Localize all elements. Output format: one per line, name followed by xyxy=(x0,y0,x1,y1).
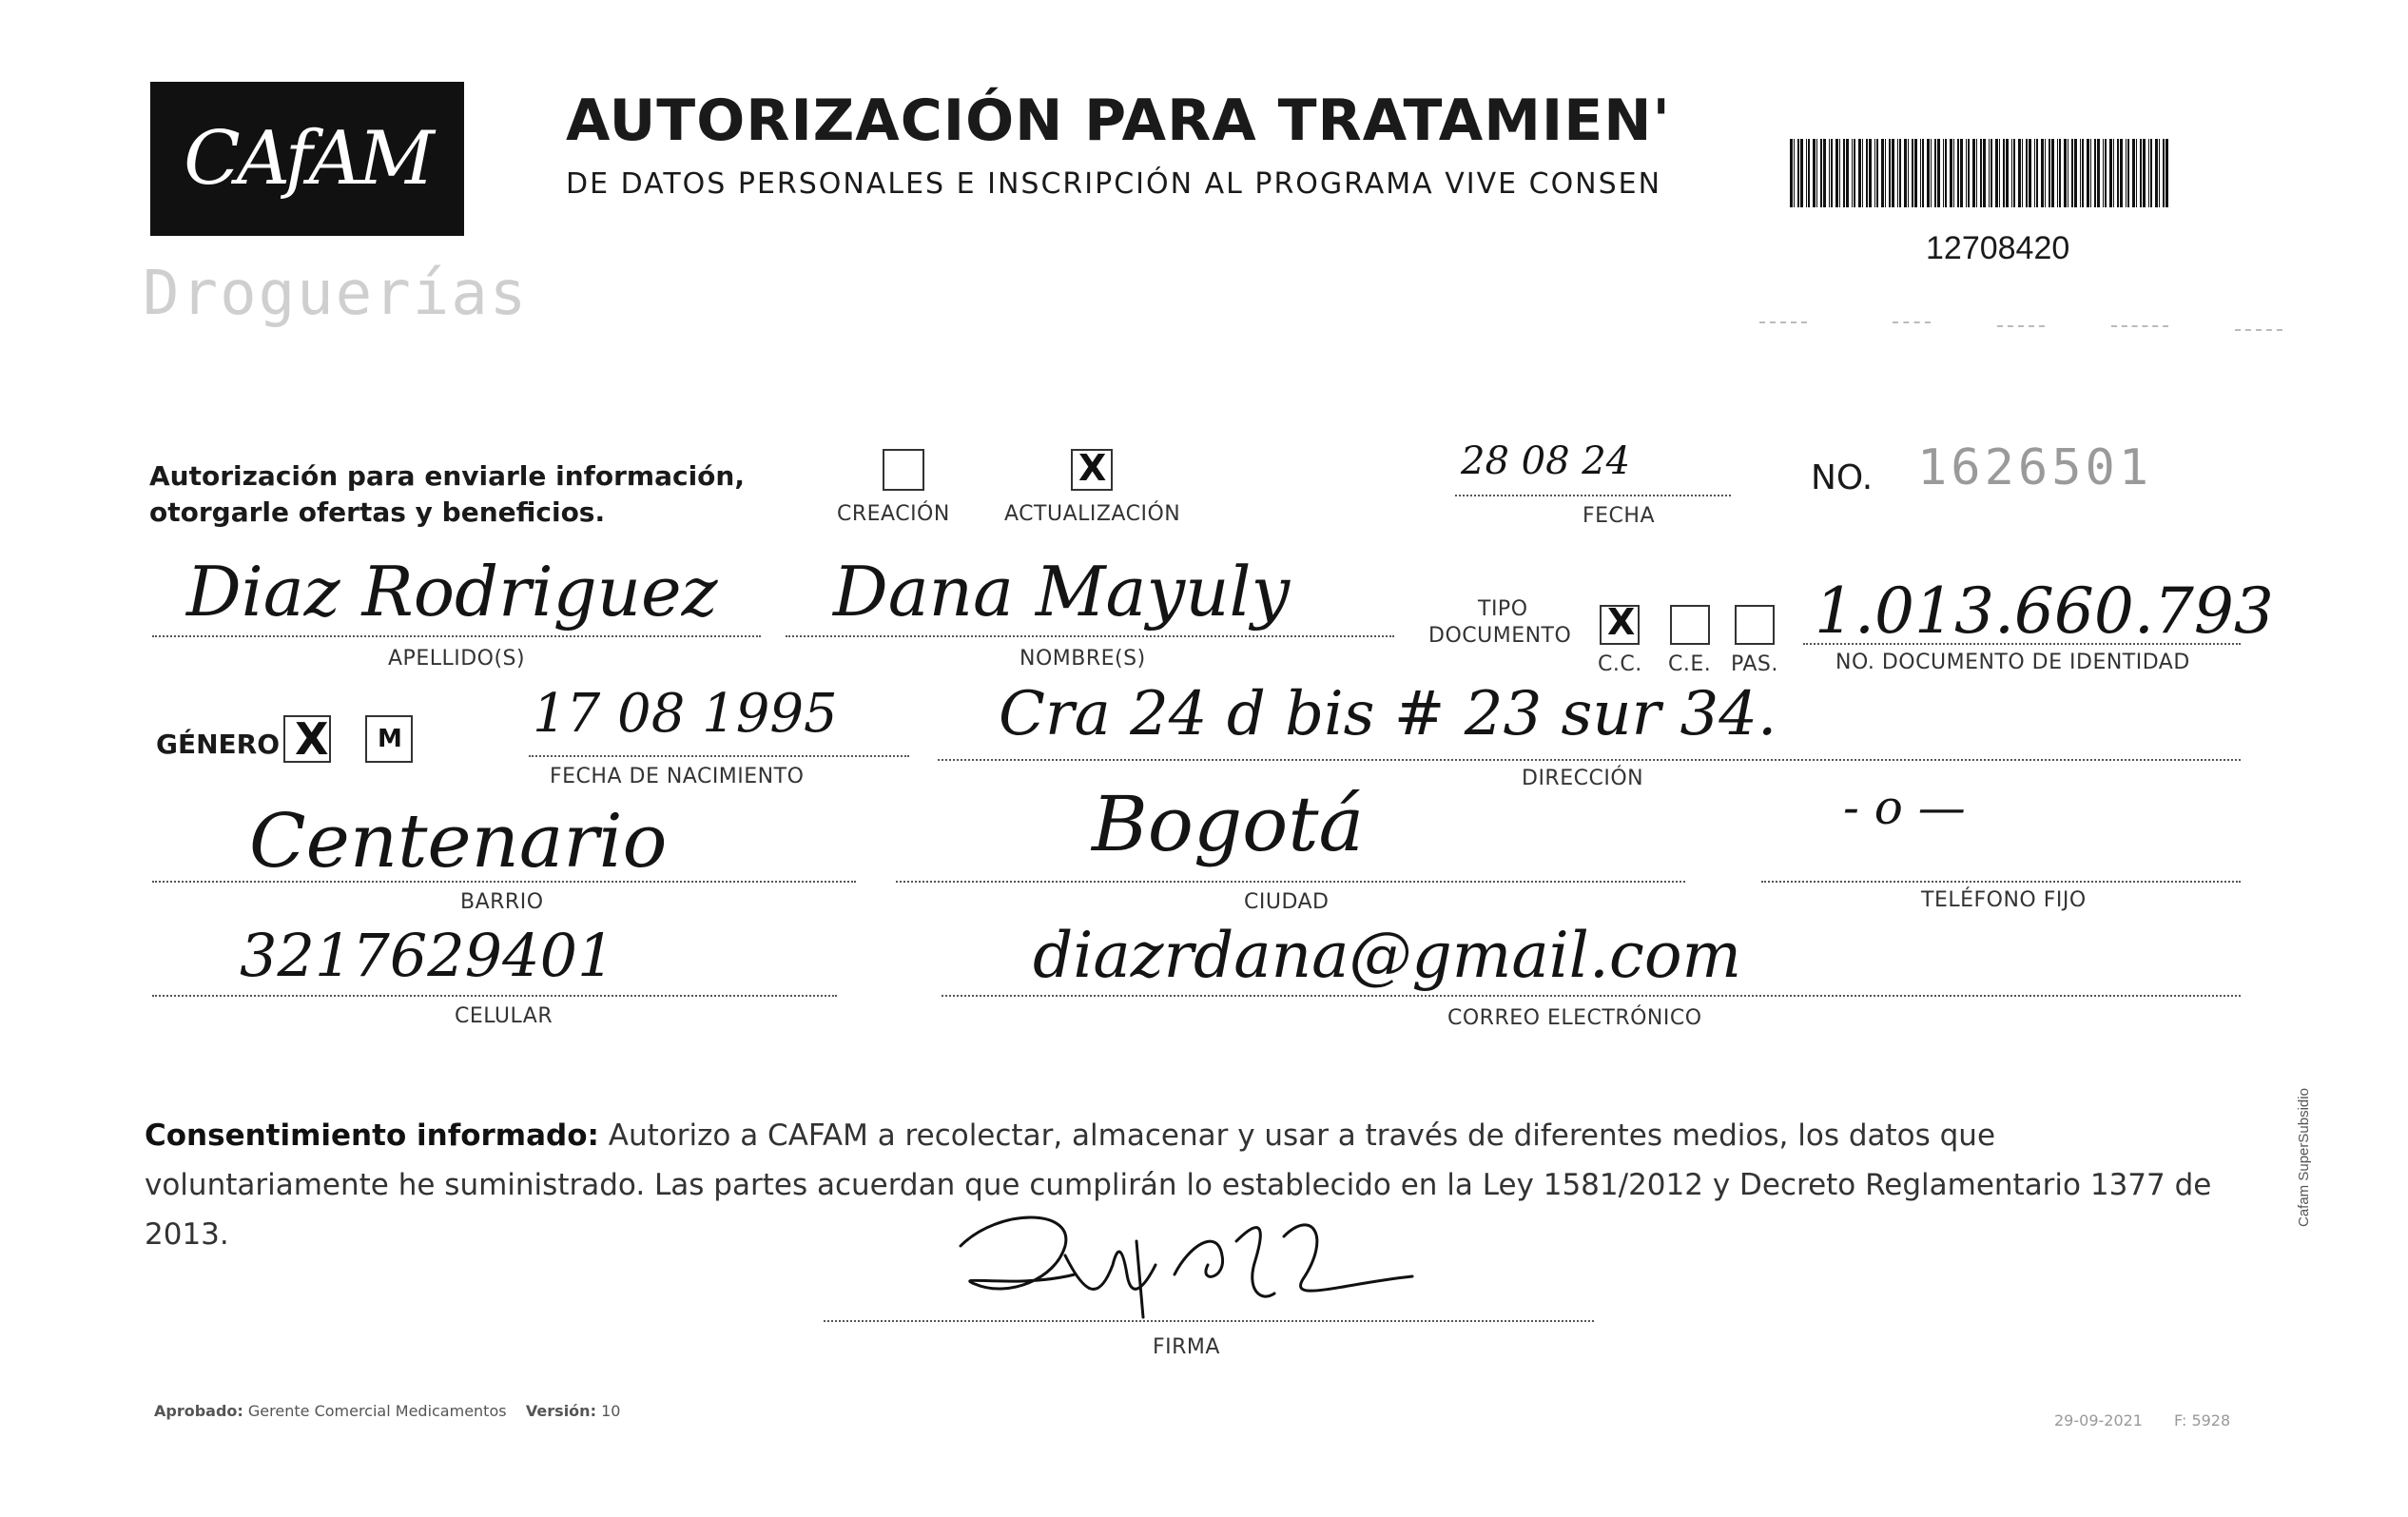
direccion-label: DIRECCIÓN xyxy=(1522,767,1644,790)
correo-label: CORREO ELECTRÓNICO xyxy=(1447,1006,1702,1030)
telefono-label: TELÉFONO FIJO xyxy=(1921,888,2087,912)
firma-label: FIRMA xyxy=(1153,1335,1220,1359)
actualizacion-mark: X xyxy=(1078,447,1107,489)
cafam-logo xyxy=(150,82,464,236)
logo-subtitle: Droguerías xyxy=(143,259,529,329)
celular-label: CELULAR xyxy=(455,1004,553,1028)
barcode xyxy=(1790,139,2172,207)
nacimiento-value[interactable]: 17 08 1995 xyxy=(533,683,838,745)
form-title: AUTORIZACIÓN PARA TRATAMIEN' xyxy=(566,88,1671,154)
creacion-label: CREACIÓN xyxy=(837,502,950,526)
actualizacion-label: ACTUALIZACIÓN xyxy=(1004,502,1181,526)
signature-image xyxy=(932,1189,1446,1332)
cc-mark: X xyxy=(1607,601,1636,643)
tipo-label: TIPO xyxy=(1478,597,1528,621)
pas-checkbox[interactable] xyxy=(1735,605,1775,645)
genero-f-checkbox[interactable] xyxy=(283,715,331,763)
correo-value[interactable]: diazrdana@gmail.com xyxy=(1033,919,1742,992)
apellidos-label: APELLIDO(S) xyxy=(388,647,526,671)
nacimiento-label: FECHA DE NACIMIENTO xyxy=(550,765,805,788)
side-brand-text: Cafam SuperSubsidio xyxy=(2296,1088,2312,1227)
genero-f-mark: X xyxy=(295,713,329,765)
aprobado-value: Gerente Comercial Medicamentos xyxy=(247,1402,507,1420)
genero-m-checkbox[interactable] xyxy=(365,715,413,763)
ciudad-value[interactable]: Bogotá xyxy=(1092,780,1365,868)
footer-approval xyxy=(154,1402,620,1420)
version-value: 10 xyxy=(601,1402,621,1420)
no-label: NO. xyxy=(1811,458,1874,497)
actualizacion-checkbox[interactable] xyxy=(1071,449,1113,491)
logo-text: CAfAM xyxy=(184,116,431,202)
nombres-label: NOMBRE(S) xyxy=(1020,647,1146,671)
fecha-label: FECHA xyxy=(1583,504,1656,528)
footer-date-code: 29-09-2021 xyxy=(2054,1411,2143,1429)
consent-text: Autorizo a CAFAM a recolectar, almacenar y usar a través de diferentes medios, los datos que voluntariamente he suministrado. Las partes acuerdan que cumplirán lo establecido en la Ley 1581/2012 y Decreto Reglamentario 1377 de 2013. xyxy=(145,1118,2212,1252)
consent-heading: Consentimiento informado: xyxy=(145,1118,599,1153)
ce-checkbox[interactable] xyxy=(1670,605,1710,645)
nombres-value[interactable]: Dana Mayuly xyxy=(833,552,1291,632)
authorization-text-1: Autorización para enviarle información, xyxy=(149,460,745,492)
documento-tipo-label: DOCUMENTO xyxy=(1428,624,1572,648)
genero-m-label: M xyxy=(378,725,402,753)
authorization-text-2: otorgarle ofertas y beneficios. xyxy=(149,496,606,528)
cc-label: C.C. xyxy=(1598,652,1642,676)
footer-form-code: F: 5928 xyxy=(2174,1411,2231,1429)
documento-value[interactable]: 1.013.660.793 xyxy=(1815,574,2274,648)
cc-checkbox[interactable] xyxy=(1600,601,1640,645)
aprobado-label: Aprobado: xyxy=(154,1402,243,1420)
barrio-value[interactable]: Centenario xyxy=(249,799,668,885)
creacion-checkbox[interactable] xyxy=(883,449,924,491)
version-label: Versión: xyxy=(525,1402,596,1420)
ciudad-label: CIUDAD xyxy=(1244,890,1330,914)
ce-label: C.E. xyxy=(1668,652,1712,676)
fecha-value[interactable]: 28 08 24 xyxy=(1461,439,1631,483)
telefono-value[interactable]: - o — xyxy=(1843,780,1966,835)
form-number: 1626501 xyxy=(1917,439,2153,496)
barrio-label: BARRIO xyxy=(460,890,544,914)
documento-label: NO. DOCUMENTO DE IDENTIDAD xyxy=(1835,651,2190,674)
genero-label: GÉNERO xyxy=(156,729,281,760)
form-subtitle: DE DATOS PERSONALES E INSCRIPCIÓN AL PROGRAMA VIVE CONSEN xyxy=(566,167,1662,201)
barcode-number: 12708420 xyxy=(1926,230,2070,266)
celular-value[interactable]: 3217629401 xyxy=(240,921,615,990)
direccion-value[interactable]: Cra 24 d bis # 23 sur 34. xyxy=(999,679,1777,749)
pas-label: PAS. xyxy=(1731,652,1778,676)
apellidos-value[interactable]: Diaz Rodriguez xyxy=(186,552,718,632)
